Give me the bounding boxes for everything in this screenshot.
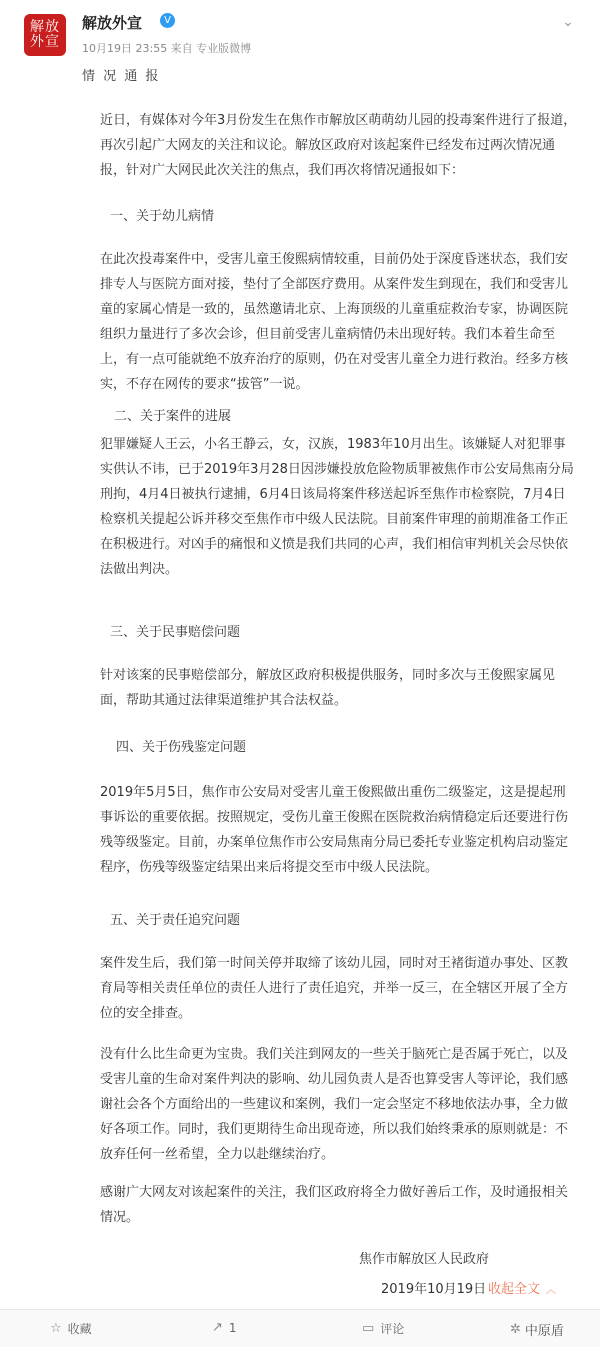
section-paragraph: 感谢广大网友对该起案件的关注，我们区政府将全力做好善后工作，及时通报相关情况。 xyxy=(100,1185,569,1225)
repost-icon: ↗ xyxy=(212,1320,223,1335)
article-body xyxy=(72,100,592,1330)
post-header xyxy=(0,0,600,90)
section-heading-2: 二、关于案件的进展 xyxy=(114,409,232,424)
repost-count: 1 xyxy=(228,1320,237,1335)
section-paragraph: 在此次投毒案件中，受害儿童王俊熙病情较重，目前仍处于深度昏迷状态，我们安排专人与医院方面对接，垫付了全部医疗费用。从案件发生到现在，我们和受害儿童的家属心情是一致的，虽然邀请北京、上海顶级的儿童重症救治专家，协调医院组织力量进行了多次会诊，但目前受害儿童病情仍未出现好转。我们本着生命至上，有一点可能就绝不放弃治疗的原则，仍在对受害儿童全力进行救治。经多方核实，不存在网传的要求“拔管”一说。 xyxy=(100,252,569,392)
section-heading-5: 五、关于责任追究问题 xyxy=(110,913,241,928)
verified-badge-icon: V xyxy=(160,13,175,28)
section-paragraph: 没有什么比生命更为宝贵。我们关注到网友的一些关于脑死亡是否属于死亡，以及受害儿童的生命对案件判决的影响、幼儿园负责人是否也算受害人等评论，我们感谢社会各个方面给出的一些建议和案例，我们一定会坚定不移地依法办事，全力做好各项工作。同时，我们更期待生命出现奇迹，所以我们始终秉承的原则就是：不放弃任何一丝希望，全力以赴继续治疗。 xyxy=(100,1047,569,1162)
avatar[interactable] xyxy=(24,14,66,56)
section-paragraph: 2019年5月5日，焦作市公安局对受害儿童王俊熙做出重伤二级鉴定，这是提起刑事诉讼的重要依据。按照规定，受伤儿童王俊熙在医院救治病情稳定后还要进行伤残等级鉴定。目前，办案单位焦作市公安局焦南分局已委托专业鉴定机构启动鉴定程序，伤残等级鉴定结果出来后将提交至市中级人民法院。 xyxy=(100,785,569,875)
section-paragraph: 针对该案的民事赔偿部分，解放区政府积极提供服务，同时多次与王俊熙家属见面，帮助其通过法律渠道维护其合法权益。 xyxy=(100,668,556,708)
comment-button[interactable] xyxy=(362,1320,404,1337)
comment-label: 评论 xyxy=(380,1322,405,1336)
section-heading-3: 三、关于民事赔偿问题 xyxy=(110,625,241,640)
chevron-down-icon[interactable]: ⌄ xyxy=(562,14,574,30)
collapse-label: 收起全文 xyxy=(488,1282,541,1297)
watermark-text: 中原盾 xyxy=(524,1324,564,1339)
watermark xyxy=(510,1320,564,1339)
repost-button[interactable] xyxy=(212,1320,237,1335)
article-intro: 近日，有媒体对今年3月份发生在焦作市解放区萌萌幼儿园的投毒案件进行了报道，再次引起广大网友的关注和议论。解放区政府对该起案件已经发布过两次情况通报，针对广大网民此次关注的焦点，我们再次将情况通报如下： xyxy=(100,113,577,178)
author-name[interactable]: 解放外宣 xyxy=(82,14,143,32)
section-paragraph: 案件发生后，我们第一时间关停并取缔了该幼儿园，同时对王褚街道办事处、区教育局等相关责任单位的责任人进行了责任追究，并举一反三，在全辖区开展了全方位的安全排查。 xyxy=(100,956,569,1021)
section-heading-1: 一、关于幼儿病情 xyxy=(110,209,215,224)
action-bar xyxy=(0,1309,600,1347)
wechat-icon: ✲ xyxy=(510,1322,521,1337)
collapse-full-text-link[interactable] xyxy=(488,1278,556,1297)
signature-org: 焦作市解放区人民政府 xyxy=(359,1252,490,1267)
star-icon: ☆ xyxy=(50,1321,62,1336)
chevron-up-icon: ︿ xyxy=(546,1285,557,1296)
favorite-button[interactable] xyxy=(50,1320,92,1337)
section-paragraph: 犯罪嫌疑人王云，小名王静云，女，汉族，1983年10月出生。该嫌疑人对犯罪事实供认不讳，已于2019年3月28日因涉嫌投放危险物质罪被焦作市公安局焦南分局刑拘，4月4日被执行逮捕，6月4日该局将案件移送起诉至焦作市检察院，7月4日检察机关提起公诉并移交至焦作市中级人民法院。目前案件审理的前期准备工作正在积极进行。对凶手的痛恨和义愤是我们共同的心声，我们相信审判机关会尽快依法做出判决。 xyxy=(100,437,574,577)
post-title: 情 况 通 报 xyxy=(82,69,161,84)
comment-icon: ▭ xyxy=(362,1321,375,1336)
avatar-logo-text: 解放外宣 xyxy=(30,19,60,50)
favorite-label: 收藏 xyxy=(67,1322,92,1336)
signature-date: 2019年10月19日 xyxy=(381,1282,487,1297)
post-meta: 10月19日 23:55 来自 专业版微博 xyxy=(82,42,252,55)
section-heading-4: 四、关于伤残鉴定问题 xyxy=(116,740,247,755)
